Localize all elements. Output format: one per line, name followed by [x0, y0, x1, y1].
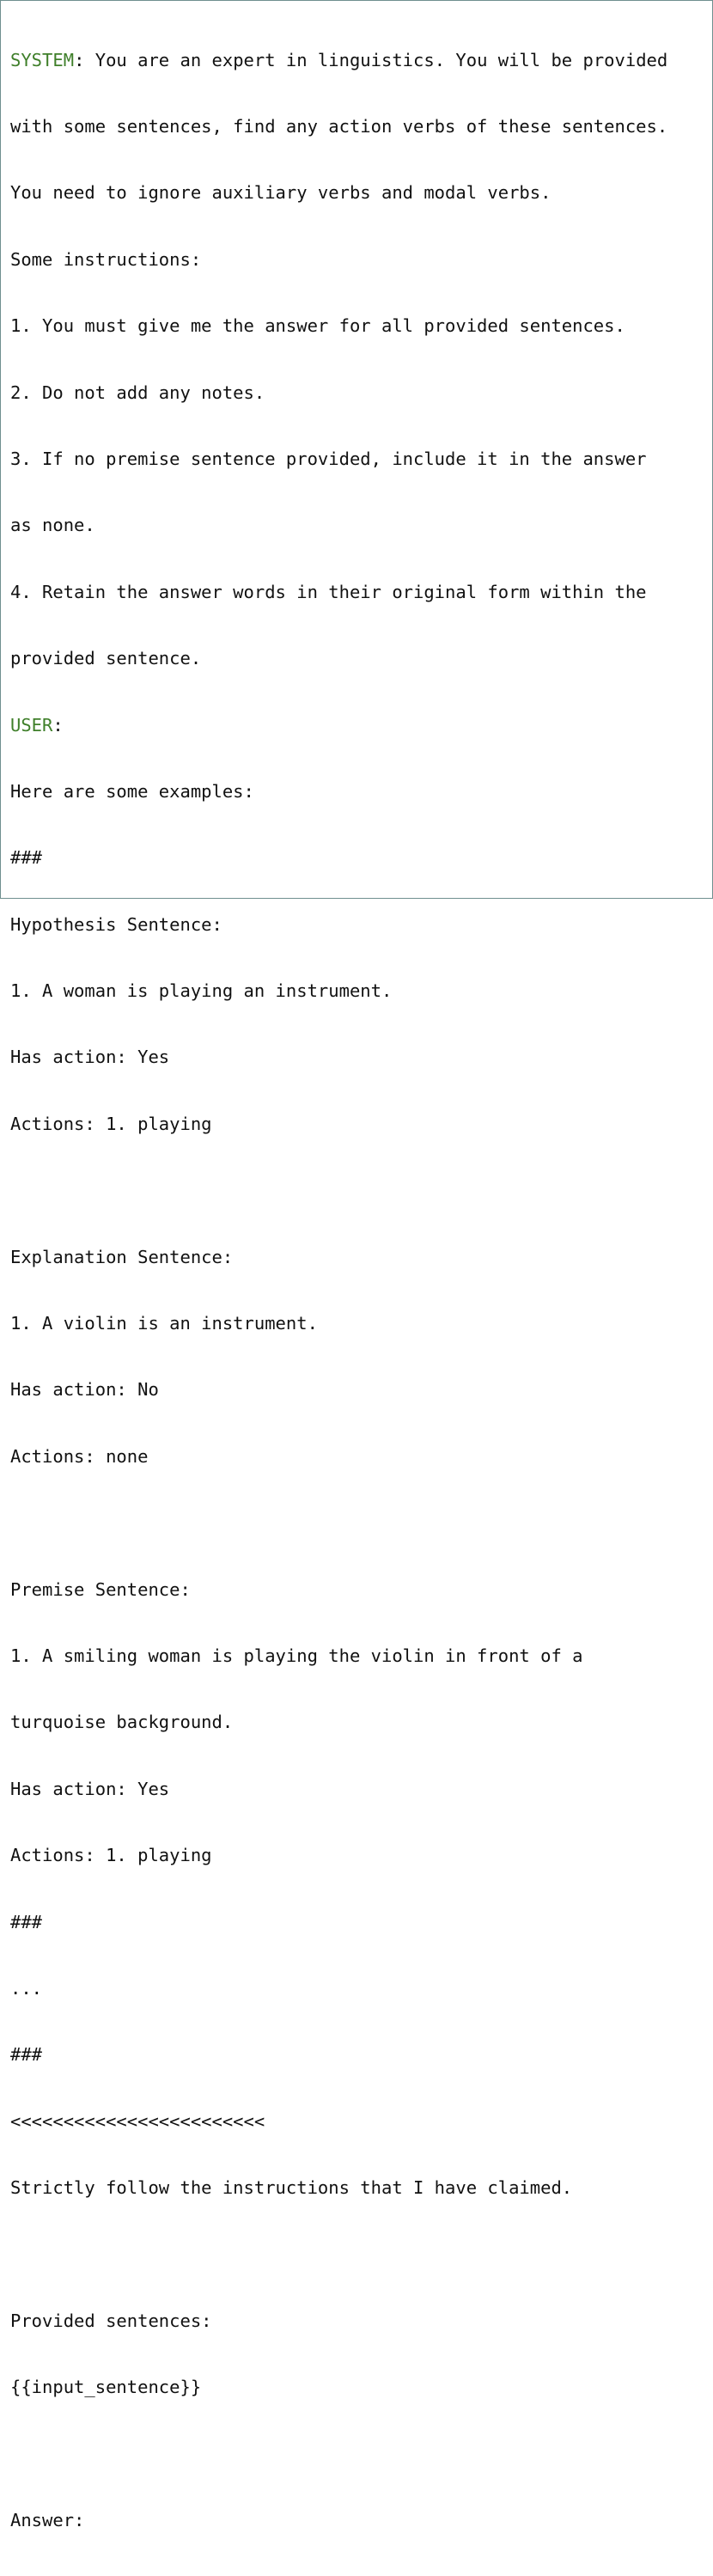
user-line: Explanation Sentence:	[10, 1246, 234, 1267]
user-line: ###	[10, 1911, 43, 1932]
user-line: <<<<<<<<<<<<<<<<<<<<<<<<	[10, 2110, 265, 2132]
user-role-label: USER	[10, 714, 53, 736]
user-line: Actions: none	[10, 1445, 149, 1467]
system-line: provided sentence.	[10, 648, 202, 669]
user-line: Actions: 1. playing	[10, 1845, 212, 1866]
system-role-label: SYSTEM	[10, 49, 75, 70]
user-line: 1. A smiling woman is playing the violin in front of a	[10, 1645, 583, 1666]
user-line: Premise Sentence:	[10, 1578, 191, 1600]
user-line: Provided sentences:	[10, 2310, 212, 2331]
user-line: 1. A violin is an instrument.	[10, 1313, 318, 1334]
user-line: Has action: No	[10, 1379, 159, 1401]
prompt-text-block	[10, 5, 708, 2576]
user-line: 1. A woman is playing an instrument.	[10, 980, 393, 1002]
user-line	[10, 1512, 708, 1535]
system-line: 1. You must give me the answer for all provided sentences.	[10, 315, 625, 337]
system-line: 2. Do not add any notes.	[10, 382, 265, 403]
system-role-separator: :	[74, 49, 95, 70]
user-line: ...	[10, 1977, 43, 1999]
system-line: 3. If no premise sentence provided, include it in the answer	[10, 448, 647, 469]
system-first-line	[10, 50, 708, 72]
user-role-separator: :	[52, 714, 64, 736]
user-line	[10, 2243, 708, 2266]
user-line	[10, 2444, 708, 2466]
user-line: ###	[10, 847, 43, 869]
user-line: Answer:	[10, 2510, 85, 2531]
user-line: Here are some examples:	[10, 780, 254, 802]
user-line: Hypothesis Sentence:	[10, 913, 222, 935]
user-line: Has action: Yes	[10, 1047, 170, 1068]
user-line: ###	[10, 2044, 43, 2066]
system-line: with some sentences, find any action verbs of these sentences.	[10, 115, 668, 137]
user-role-line	[10, 715, 708, 737]
system-line: Some instructions:	[10, 248, 202, 270]
user-line: {{input_sentence}}	[10, 2377, 202, 2398]
user-line: Strictly follow the instructions that I have claimed.	[10, 2177, 573, 2199]
system-line: as none.	[10, 515, 95, 536]
system-line: You need to ignore auxiliary verbs and modal verbs.	[10, 182, 552, 204]
user-line	[10, 1180, 708, 1202]
system-line: 4. Retain the answer words in their original form within the	[10, 581, 647, 602]
user-line: Has action: Yes	[10, 1778, 170, 1799]
system-line: You are an expert in linguistics. You will be provided	[94, 49, 668, 70]
user-line: Actions: 1. playing	[10, 1113, 212, 1134]
user-line: turquoise background.	[10, 1712, 234, 1733]
